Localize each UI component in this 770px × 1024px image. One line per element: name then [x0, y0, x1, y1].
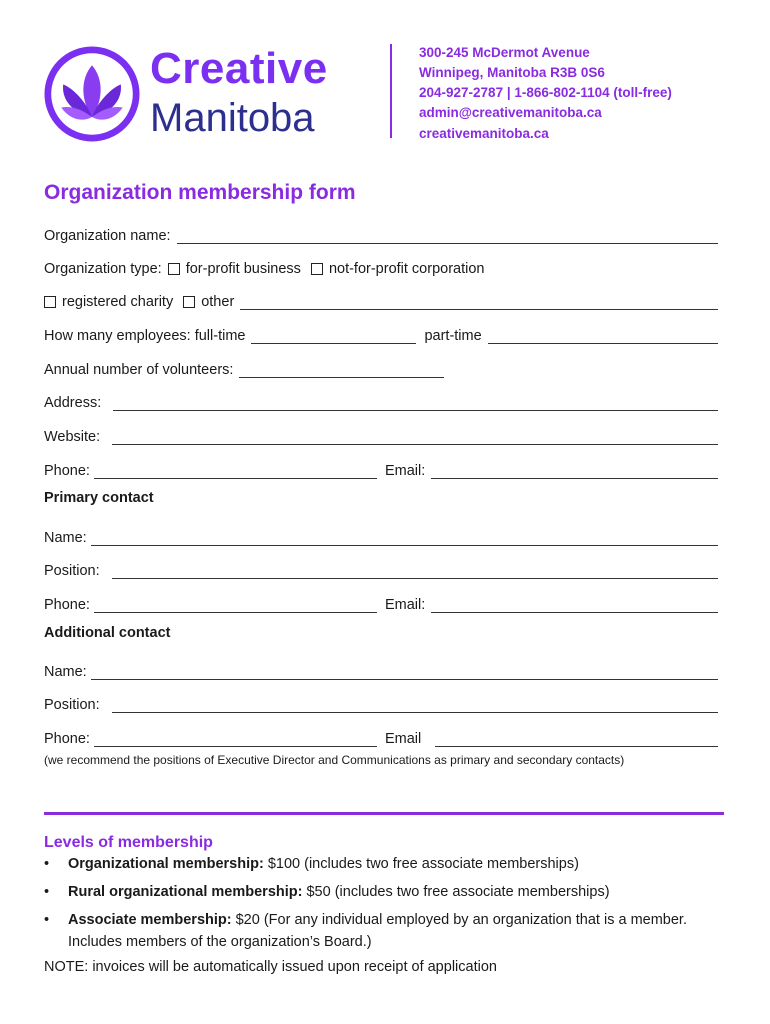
additional-email-label: Email [384, 731, 422, 747]
primary-position-row [44, 557, 718, 579]
primary-email-field[interactable] [431, 596, 718, 613]
primary-phone-email-row [44, 591, 718, 613]
volunteers-row [44, 356, 444, 378]
level-title: Rural organizational membership: [68, 884, 303, 900]
website-label: Website: [44, 429, 101, 445]
creative-manitoba-logo-icon [44, 46, 140, 142]
recommend-note: (we recommend the positions of Executive Director and Communications as primary and secondary contacts) [44, 753, 625, 767]
bullet-icon: • [44, 884, 50, 900]
level-text: $20 (For any individual employed by an organization that is a member. Includes members of the organization’s Board.) [68, 912, 687, 950]
invoice-note: NOTE: invoices will be automatically issued upon receipt of application [44, 959, 497, 975]
other-field[interactable] [240, 293, 718, 310]
charity-label: registered charity [62, 294, 174, 310]
org-type-row [44, 255, 718, 277]
contact-email[interactable]: admin@creativemanitoba.ca [419, 105, 602, 120]
additional-position-field[interactable] [112, 696, 718, 713]
website-row [44, 423, 718, 445]
website-field[interactable] [112, 428, 718, 445]
forprofit-label: for-profit business [185, 261, 301, 277]
level-text: $50 (includes two free associate memberships) [302, 884, 610, 900]
parttime-label: part-time [424, 328, 482, 344]
additional-position-label: Position: [44, 697, 100, 713]
brand-name-line1: Creative [150, 44, 328, 93]
forprofit-checkbox[interactable] [168, 263, 180, 275]
org-name-field[interactable] [177, 227, 718, 244]
contact-website[interactable]: creativemanitoba.ca [419, 126, 549, 141]
fulltime-field[interactable] [251, 327, 416, 344]
org-phone-email-row [44, 457, 718, 479]
address-field[interactable] [113, 394, 718, 411]
levels-heading: Levels of membership [44, 834, 213, 851]
other-label: other [201, 294, 235, 310]
additional-name-row [44, 658, 718, 680]
org-type-row-2 [44, 288, 718, 310]
volunteers-field[interactable] [239, 361, 444, 378]
primary-position-label: Position: [44, 563, 100, 579]
additional-name-label: Name: [44, 664, 87, 680]
other-checkbox[interactable] [183, 296, 195, 308]
employees-row [44, 322, 718, 344]
additional-position-row [44, 691, 718, 713]
primary-email-label: Email: [384, 597, 426, 613]
additional-phone-field[interactable] [94, 730, 377, 747]
org-type-label: Organization type: [44, 261, 162, 277]
bullet-icon: • [44, 856, 50, 872]
phone-label: Phone: [44, 463, 90, 479]
primary-phone-field[interactable] [94, 596, 377, 613]
contact-phones: 204-927-2787 | 1-866-802-1104 (toll-free) [419, 85, 672, 100]
header-divider [390, 44, 392, 138]
nonprofit-label: not-for-profit corporation [328, 261, 485, 277]
address-label: Address: [44, 395, 102, 411]
org-name-row [44, 222, 718, 244]
address-row [44, 389, 718, 411]
level-title: Organizational membership: [68, 856, 264, 872]
email-label: Email: [384, 463, 426, 479]
charity-checkbox[interactable] [44, 296, 56, 308]
email-field[interactable] [431, 462, 718, 479]
primary-position-field[interactable] [112, 562, 718, 579]
contact-city: Winnipeg, Manitoba R3B 0S6 [419, 65, 605, 80]
primary-contact-heading: Primary contact [44, 490, 154, 506]
level-item [44, 909, 720, 953]
bullet-icon: • [44, 912, 50, 928]
phone-field[interactable] [94, 462, 377, 479]
primary-name-row [44, 524, 718, 546]
employees-label: How many employees: full-time [44, 328, 246, 344]
contact-address: 300-245 McDermot Avenue [419, 45, 590, 60]
level-item [44, 881, 720, 903]
volunteers-label: Annual number of volunteers: [44, 362, 234, 378]
additional-phone-email-row [44, 725, 718, 747]
additional-name-field[interactable] [91, 663, 718, 680]
org-name-label: Organization name: [44, 228, 171, 244]
parttime-field[interactable] [488, 327, 718, 344]
level-text: $100 (includes two free associate memberships) [263, 856, 579, 872]
form-title: Organization membership form [44, 181, 356, 204]
section-divider [44, 812, 724, 815]
primary-phone-label: Phone: [44, 597, 90, 613]
level-item [44, 853, 720, 875]
level-title: Associate membership: [68, 912, 232, 928]
additional-contact-heading: Additional contact [44, 625, 171, 641]
brand-name-line2: Manitoba [150, 96, 315, 140]
additional-email-field[interactable] [435, 730, 718, 747]
additional-phone-label: Phone: [44, 731, 90, 747]
primary-name-field[interactable] [91, 529, 718, 546]
nonprofit-checkbox[interactable] [311, 263, 323, 275]
primary-name-label: Name: [44, 530, 87, 546]
